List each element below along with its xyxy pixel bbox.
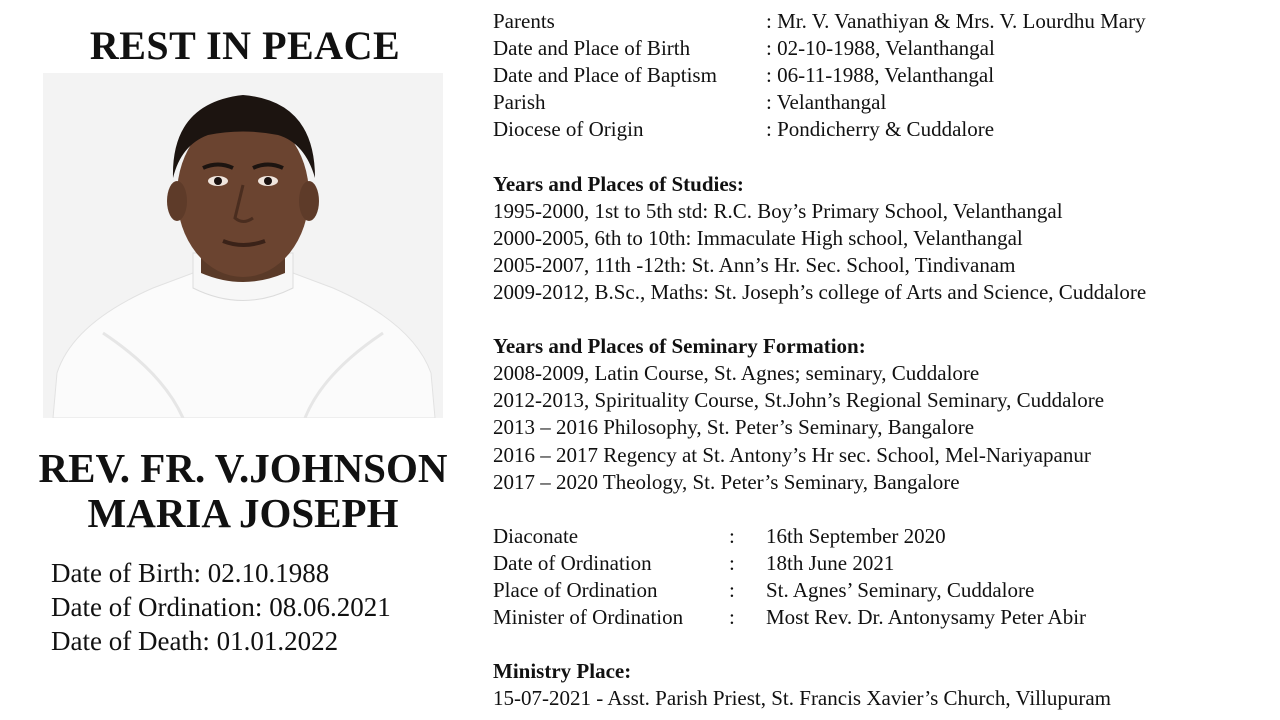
biography-panel	[493, 8, 1273, 712]
studies-item: 1995-2000, 1st to 5th std: R.C. Boy’s Primary School, Velanthangal	[493, 198, 1063, 223]
ordination-colon: :	[729, 605, 735, 630]
personal-label: Parish	[493, 90, 546, 115]
personal-value: : 02-10-1988, Velanthangal	[766, 36, 995, 61]
ordination-value: St. Agnes’ Seminary, Cuddalore	[766, 577, 1035, 602]
ordination-value: 16th September 2020	[766, 523, 946, 548]
name-line-2: MARIA JOSEPH	[87, 490, 399, 536]
ordination-value: Most Rev. Dr. Antonysamy Peter Abir	[766, 605, 1087, 630]
personal-value: : Pondicherry & Cuddalore	[766, 117, 995, 142]
seminary-item: 2008-2009, Latin Course, St. Agnes; seminary, Cuddalore	[493, 361, 980, 386]
studies-title: Years and Places of Studies:	[493, 171, 744, 196]
studies-item: 2009-2012, B.Sc., Maths: St. Joseph’s college of Arts and Science, Cuddalore	[493, 279, 1147, 304]
summary-date-death: Date of Death: 01.01.2022	[51, 626, 339, 656]
ordination-row-date	[493, 550, 1273, 577]
ordination-label: Minister of Ordination	[493, 605, 684, 630]
seminary-item: 2016 – 2017 Regency at St. Antony’s Hr sec. School, Mel-Nariyapanur	[493, 442, 1091, 467]
seminary-item: 2012-2013, Spirituality Course, St.John’s Regional Seminary, Cuddalore	[493, 388, 1105, 413]
personal-label: Diocese of Origin	[493, 117, 644, 142]
summary-date-ordination: Date of Ordination: 08.06.2021	[51, 592, 391, 622]
ordination-colon: :	[729, 577, 735, 602]
ordination-row-minister	[493, 604, 1273, 631]
ordination-colon: :	[729, 523, 735, 548]
personal-value: : Mr. V. Vanathiyan & Mrs. V. Lourdhu Mary	[766, 9, 1146, 33]
personal-row-baptism	[493, 62, 1273, 89]
ordination-label: Date of Ordination	[493, 550, 652, 575]
ordination-row-place	[493, 577, 1273, 604]
personal-row-parish	[493, 89, 1273, 116]
name-heading	[0, 446, 486, 536]
rest-in-peace-heading: REST IN PEACE	[89, 23, 401, 68]
ordination-value: 18th June 2021	[766, 550, 895, 575]
studies-item: 2005-2007, 11th -12th: St. Ann’s Hr. Sec. School, Tindivanam	[493, 252, 1016, 277]
personal-label: Date and Place of Baptism	[493, 63, 717, 88]
personal-value: : Velanthangal	[766, 90, 887, 115]
ministry-title: Ministry Place:	[493, 659, 632, 684]
summary-dates	[51, 556, 391, 658]
personal-label: Parents	[493, 9, 555, 33]
ministry-item: 15-07-2021 - Asst. Parish Priest, St. Francis Xavier’s Church, Villupuram	[493, 686, 1112, 711]
portrait-illustration	[43, 73, 443, 418]
personal-row-diocese	[493, 116, 1273, 143]
portrait-photo	[43, 73, 443, 418]
personal-row-birth	[493, 35, 1273, 62]
summary-date-birth: Date of Birth: 02.10.1988	[51, 558, 330, 588]
personal-label: Date and Place of Birth	[493, 36, 691, 61]
seminary-item: 2013 – 2016 Philosophy, St. Peter’s Seminary, Bangalore	[493, 415, 975, 440]
seminary-item: 2017 – 2020 Theology, St. Peter’s Seminary, Bangalore	[493, 469, 960, 494]
ordination-colon: :	[729, 550, 735, 575]
personal-value: : 06-11-1988, Velanthangal	[766, 63, 995, 88]
seminary-title: Years and Places of Seminary Formation:	[493, 334, 866, 359]
name-line-1: REV. FR. V.JOHNSON	[38, 445, 448, 491]
left-panel	[0, 0, 480, 720]
ordination-label: Place of Ordination	[493, 577, 658, 602]
ordination-label: Diaconate	[493, 523, 579, 548]
studies-item: 2000-2005, 6th to 10th: Immaculate High school, Velanthangal	[493, 225, 1023, 250]
ordination-row-diaconate	[493, 523, 1273, 550]
personal-row-parents	[493, 8, 1273, 35]
